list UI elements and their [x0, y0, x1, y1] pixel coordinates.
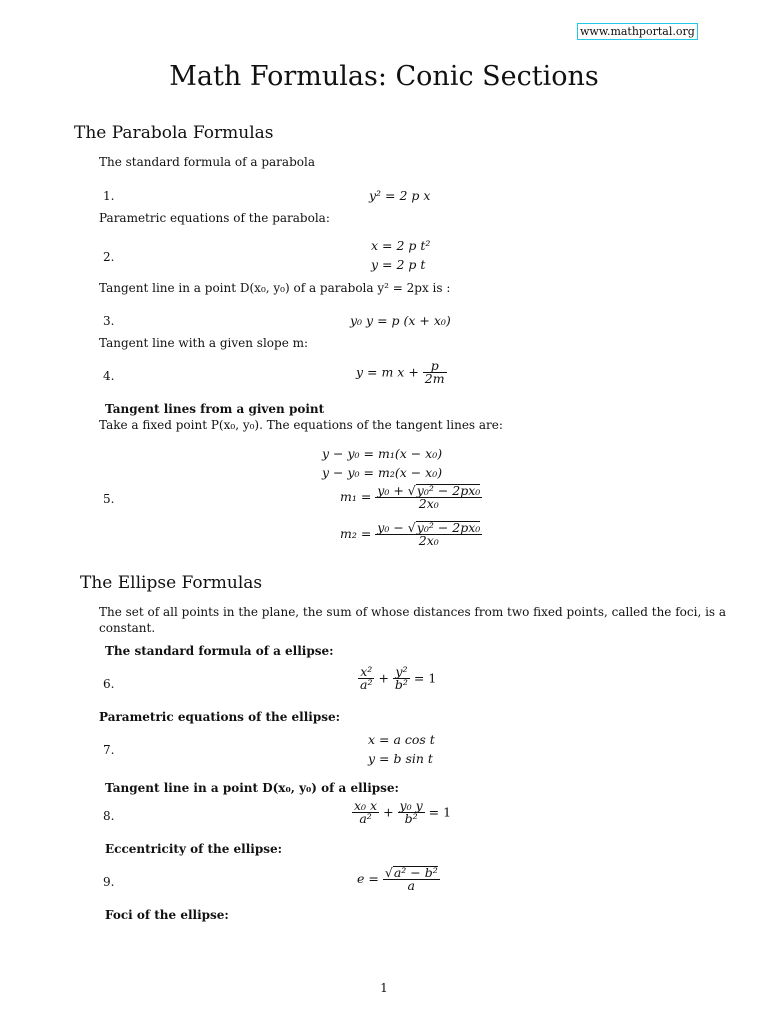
tangent-lines-text: Take a fixed point P(x₀, y₀). The equations of the tangent lines are: [99, 418, 503, 432]
eq6-number: 6. [103, 677, 115, 691]
eq5-m1: m₁ = $\frac{\text{y₀ + √y₀² − 2px₀}}{\text{2x₀}}$ [340, 483, 481, 511]
ellipse-tangent-label: Tangent line in a point D(x₀, y₀) of a ellipse: [105, 781, 399, 795]
eq4-formula: y = m x + $\frac{p}{2m}$ [356, 358, 445, 386]
eq8-formula: $\frac{\text{x₀ x}}{\text{a²}}$ + $\frac{\text{y₀ y}}{\text{b²}}$ = 1 [354, 798, 452, 826]
eq8-number: 8. [103, 809, 115, 823]
eq3-formula: y₀ y = p (x + x₀) [350, 313, 451, 328]
eq5-line-2: y − y₀ = m₂(x − x₀) [322, 465, 443, 480]
page-title: Math Formulas: Conic Sections [169, 61, 599, 92]
ellipse-standard-label: The standard formula of a ellipse: [105, 644, 334, 658]
ellipse-param-label: Parametric equations of the ellipse: [99, 710, 341, 724]
eq9-number: 9. [103, 875, 115, 889]
eq9-formula: e = $\frac{\text{√a² − b²}}{a}$ [357, 865, 438, 893]
tangent-lines-heading: Tangent lines from a given point [105, 402, 325, 416]
tangent-slope-label: Tangent line with a given slope m: [99, 336, 309, 350]
ellipse-intro-line2: constant. [99, 621, 156, 635]
parabola-heading: The Parabola Formulas [74, 123, 274, 143]
parabola-param-label: Parametric equations of the parabola: [99, 211, 330, 225]
eq2-formula-x: x = 2 p t² [371, 238, 431, 253]
eq5-m2: m₂ = $\frac{\text{y₀ − √y₀² − 2px₀}}{\text{2x₀}}$ [340, 520, 481, 548]
mathportal-link[interactable]: www.mathportal.org [577, 23, 698, 40]
eq2-number: 2. [103, 250, 115, 264]
eq1-formula: y² = 2 p x [369, 188, 431, 203]
eq5-number: 5. [103, 492, 115, 506]
page-number: 1 [380, 981, 388, 995]
tangent-point-label: Tangent line in a point D(x₀, y₀) of a parabola y² = 2px is : [99, 281, 451, 295]
ellipse-eccentricity-label: Eccentricity of the ellipse: [105, 842, 283, 856]
eq7-formula-x: x = a cos t [368, 732, 435, 747]
ellipse-heading: The Ellipse Formulas [80, 573, 263, 593]
eq7-formula-y: y = b sin t [368, 751, 433, 766]
eq1-number: 1. [103, 189, 115, 203]
eq7-number: 7. [103, 743, 115, 757]
parabola-intro: The standard formula of a parabola [99, 155, 315, 169]
ellipse-intro-line1: The set of all points in the plane, the sum of whose distances from two fixed points, called the foci, is a [99, 605, 727, 619]
eq3-number: 3. [103, 314, 115, 328]
eq2-formula-y: y = 2 p t [371, 257, 426, 272]
ellipse-foci-label: Foci of the ellipse: [105, 908, 229, 922]
eq4-number: 4. [103, 369, 115, 383]
eq6-formula: $\frac{\text{x²}}{\text{a²}}$ + $\frac{\text{y²}}{\text{b²}}$ = 1 [360, 664, 437, 692]
eq5-line-1: y − y₀ = m₁(x − x₀) [322, 446, 443, 461]
